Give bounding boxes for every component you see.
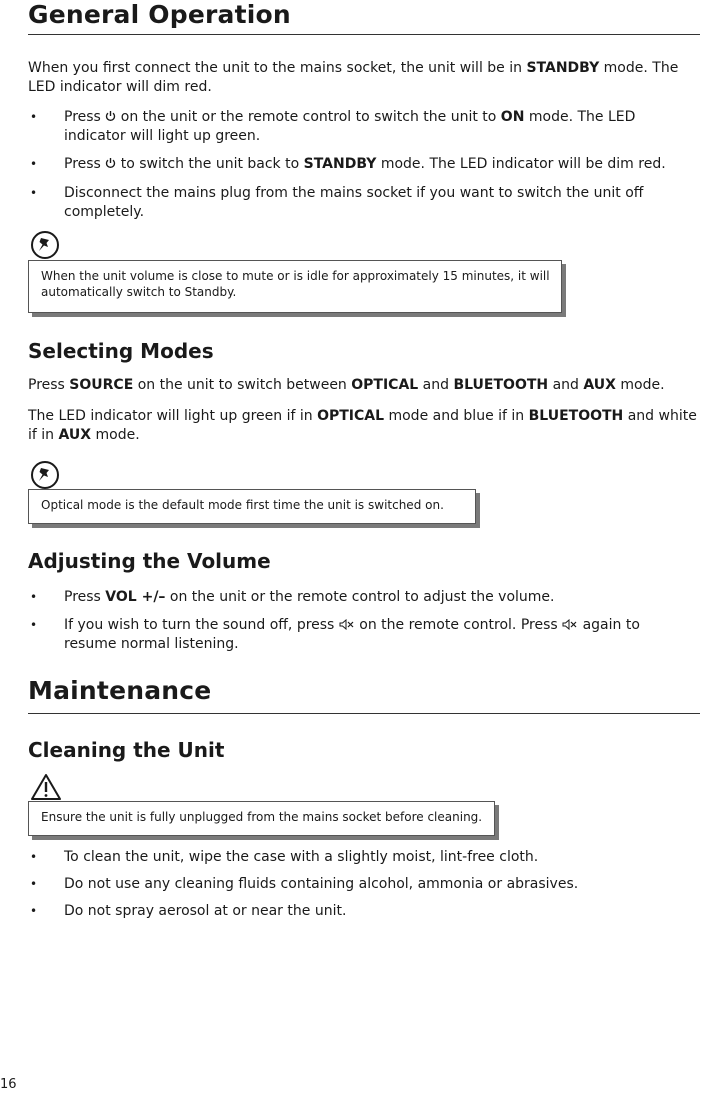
note-box (28, 489, 476, 524)
modes-paragraph: Press SOURCE on the unit to switch between OPTICAL and BLUETOOTH and AUX mode. (28, 377, 665, 393)
page-title: General Operation (28, 0, 291, 29)
note-text: Optical mode is the default mode first time the unit is switched on. (41, 498, 444, 512)
section-title: Adjusting the Volume (28, 549, 271, 573)
pin-icon (30, 230, 60, 260)
mute-icon (562, 619, 578, 630)
note-box (28, 260, 562, 313)
power-icon (105, 110, 116, 122)
power-icon (105, 157, 116, 169)
mute-icon (339, 619, 355, 630)
warning-icon (30, 773, 62, 801)
title-rule (28, 34, 700, 35)
title-rule (28, 713, 700, 714)
modes-led-paragraph: The LED indicator will light up green if in OPTICAL mode and blue if in BLUETOOTH and white if in AUX mode. (28, 408, 697, 443)
section-title: Selecting Modes (28, 339, 214, 363)
intro-paragraph: When you first connect the unit to the mains socket, the unit will be in STANDBY mode. The LED indicator will dim red. (28, 60, 679, 95)
note-text: When the unit volume is close to mute or is idle for approximately 15 minutes, it will automatically switch to Standby. (41, 269, 550, 299)
warning-box (28, 801, 495, 836)
warning-text: Ensure the unit is fully unplugged from the mains socket before cleaning. (41, 810, 483, 824)
maintenance-title: Maintenance (28, 676, 212, 705)
pin-icon (30, 460, 60, 490)
page-number: 16 (0, 1077, 17, 1092)
section-title: Cleaning the Unit (28, 738, 225, 762)
